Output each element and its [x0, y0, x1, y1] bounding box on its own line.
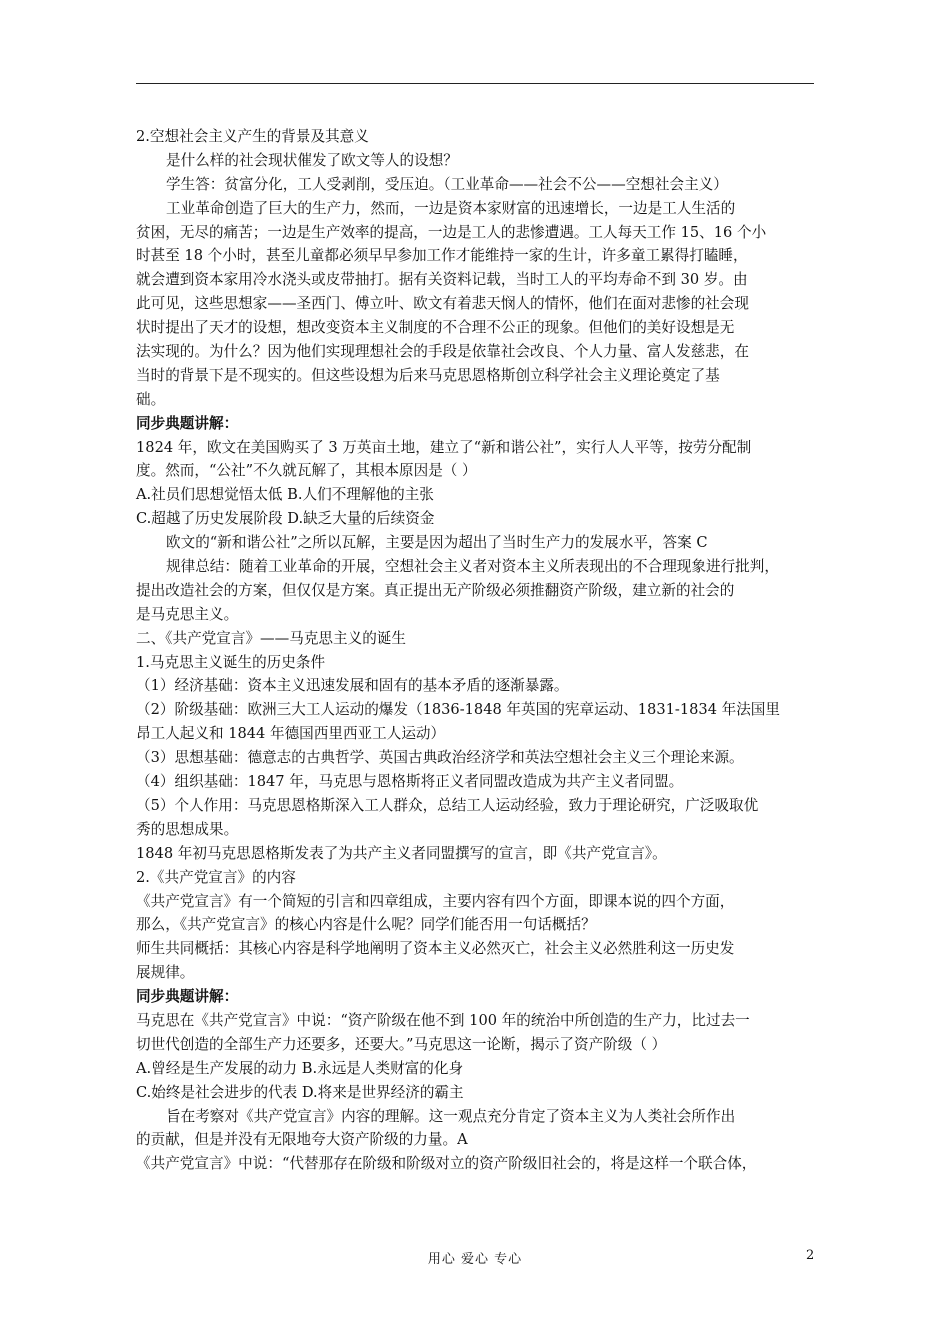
text-line: 就会遭到资本家用冷水浇头或皮带抽打。据有关资料记载，当时工人的平均寿命不到 30 岁。由 [136, 271, 748, 289]
text-line: 旨在考察对《共产党宣言》内容的理解。这一观点充分肯定了资本主义为人类社会所作出 [166, 1107, 736, 1125]
text-line: 是什么样的社会现状催发了欧文等人的设想？ [166, 151, 458, 169]
page-number: 2 [806, 1248, 815, 1263]
text-line: 提出改造社会的方案，但仅仅是方案。真正提出无产阶级必须推翻资产阶级，建立新的社会的 [136, 581, 735, 599]
text-line: 2.空想社会主义产生的背景及其意义 [136, 128, 369, 145]
text-line: C.始终是社会进步的代表 D.将来是世界经济的霸主 [136, 1083, 464, 1101]
text-line: 此可见，这些思想家——圣西门、傅立叶、欧文有着悲天悯人的情怀，他们在面对悲惨的社会现 [136, 295, 749, 313]
text-line: 那么，《共产党宣言》的核心内容是什么呢？同学们能否用一句话概括？ [136, 916, 596, 934]
text-line: 当时的背景下是不现实的。但这些设想为后来马克思恩格斯创立科学社会主义理论奠定了基 [136, 366, 720, 384]
text-line: 马克思在《共产党宣言》中说：“资产阶级在他不到 100 年的统治中所创造的生产力，比过去一 [136, 1011, 750, 1029]
text-line: 贫困，无尽的痛苦；一边是生产效率的提高，一边是工人的悲惨遭遇。工人每天工作 15、16 个小 [136, 223, 767, 241]
text-line: A.曾经是生产发展的动力 B.永远是人类财富的化身 [136, 1059, 464, 1077]
text-line: 2.《共产党宣言》的内容 [136, 868, 296, 886]
text-line: 《共产党宣言》有一个简短的引言和四章组成，主要内容有四个方面，即课本说的四个方面， [136, 892, 735, 910]
header-rule [136, 83, 814, 84]
text-line: 《共产党宣言》中说：“代替那存在阶级和阶级对立的资产阶级旧社会的，将是这样一个联合体， [136, 1155, 757, 1173]
text-line: 度。然而，“公社”不久就瓦解了，其根本原因是（ ） [136, 462, 477, 480]
text-line: 规律总结：随着工业革命的开展，空想社会主义者对资本主义所表现出的不合理现象进行批判， [166, 558, 779, 576]
text-line: 欧文的“新和谐公社”之所以瓦解，主要是因为超出了当时生产力的发展水平，答案 C [166, 534, 708, 552]
text-line: （2）阶级基础：欧洲三大工人运动的爆发（1836-1848 年英国的宪章运动、1831-1834 年法国里 [136, 701, 780, 719]
text-line: A.社员们思想觉悟太低 B.人们不理解他的主张 [136, 486, 434, 504]
text-line: 二、《共产党宣言》——马克思主义的诞生 [136, 629, 406, 647]
text-line: 是马克思主义。 [136, 605, 239, 623]
text-line: 的贡献，但是并没有无限地夸大资产阶级的力量。A [136, 1131, 468, 1149]
footer-motto: 用心 爱心 专心 [427, 1252, 523, 1267]
text-line: 时甚至 18 个小时，甚至儿童都必须早早参加工作才能维持一家的生计，许多童工累得打瞌睡， [136, 247, 748, 265]
section-heading: 同步典题讲解： [136, 988, 239, 1006]
text-line: 秀的思想成果。 [136, 820, 239, 838]
section-heading: 同步典题讲解： [136, 414, 239, 432]
text-line: 师生共同概括：其核心内容是科学地阐明了资本主义必然灭亡，社会主义必然胜利这一历史发 [136, 940, 735, 958]
text-line: 状时提出了天才的设想，想改变资本主义制度的不合理不公正的现象。但他们的美好设想是无 [136, 319, 735, 337]
text-line: C.超越了历史发展阶段 D.缺乏大量的后续资金 [136, 510, 435, 528]
text-line: 工业革命创造了巨大的生产力，然而，一边是资本家财富的迅速增长，一边是工人生活的 [166, 199, 736, 217]
text-line: （3）思想基础：德意志的古典哲学、英国古典政治经济学和英法空想社会主义三个理论来源。 [136, 749, 744, 767]
text-line: 法实现的。为什么？因为他们实现理想社会的手段是依靠社会改良、个人力量、富人发慈悲，在 [136, 343, 749, 361]
text-line: 础。 [136, 390, 166, 408]
text-line: 昂工人起义和 1844 年德国西里西亚工人运动） [136, 725, 446, 743]
text-line: （1）经济基础：资本主义迅速发展和固有的基本矛盾的逐渐暴露。 [136, 677, 569, 695]
text-line: 1824 年，欧文在美国购买了 3 万英亩土地，建立了“新和谐公社”，实行人人平等，按劳分配制 [136, 438, 752, 456]
text-line: 展规律。 [136, 964, 195, 982]
text-line: 1848 年初马克思恩格斯发表了为共产主义者同盟撰写的宣言，即《共产党宣言》。 [136, 844, 667, 862]
text-line: 切世代创造的全部生产力还要多，还要大。”马克思这一论断，揭示了资产阶级（ ） [136, 1035, 667, 1053]
document-body [136, 125, 816, 1176]
text-line: 1.马克思主义诞生的历史条件 [136, 653, 326, 671]
text-line: （4）组织基础：1847 年，马克思与恩格斯将正义者同盟改造成为共产主义者同盟。 [136, 773, 684, 791]
text-line: 学生答：贫富分化，工人受剥削，受压迫。（工业革命——社会不公——空想社会主义） [166, 175, 728, 193]
text-line: （5）个人作用：马克思恩格斯深入工人群众，总结工人运动经验，致力于理论研究，广泛吸取优 [136, 796, 759, 814]
